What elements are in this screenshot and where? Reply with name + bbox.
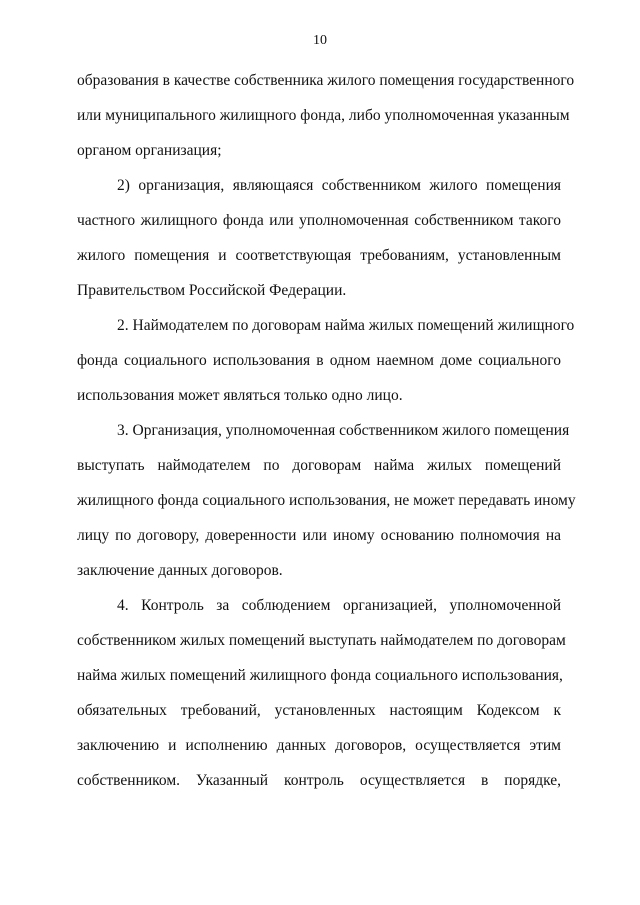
text-line: органом организация; [77, 142, 222, 159]
text-line: или муниципального жилищного фонда, либо уполномоченная указанным [77, 107, 570, 124]
text-line: заключение данных договоров. [77, 562, 283, 579]
text-line: 2. Наймодателем по договорам найма жилых помещений жилищного [117, 317, 575, 334]
text-line: собственником жилых помещений выступать наймодателем по договорам [77, 632, 566, 649]
text-line: найма жилых помещений жилищного фонда социального использования, [77, 667, 563, 684]
text-line: образования в качестве собственника жилого помещения государственного [77, 72, 575, 89]
text-line: 3. Организация, уполномоченная собственником жилого помещения [117, 422, 570, 439]
page-number: 10 [313, 33, 327, 48]
text-line: 4. Контроль за соблюдением организацией, уполномоченной [117, 597, 561, 614]
text-line: 2) организация, являющаяся собственником жилого помещения [117, 177, 561, 194]
text-line: жилищного фонда социального использования, не может передавать иному [77, 492, 576, 509]
text-line: обязательных требований, установленных настоящим Кодексом к [77, 702, 561, 719]
text-line: собственником. Указанный контроль осуществляется в порядке, [77, 772, 561, 789]
text-line: жилого помещения и соответствующая требованиям, установленным [77, 247, 561, 264]
text-line: выступать наймодателем по договорам найма жилых помещений [77, 457, 561, 474]
text-line: Правительством Российской Федерации. [77, 282, 347, 299]
text-line: заключению и исполнению данных договоров, осуществляется этим [77, 737, 561, 754]
text-line: частного жилищного фонда или уполномоченная собственником такого [77, 212, 561, 229]
text-line: фонда социального использования в одном наемном доме социального [77, 352, 561, 369]
text-line: лицу по договору, доверенности или иному основанию полномочия на [77, 527, 561, 544]
text-line: использования может являться только одно лицо. [77, 387, 403, 404]
